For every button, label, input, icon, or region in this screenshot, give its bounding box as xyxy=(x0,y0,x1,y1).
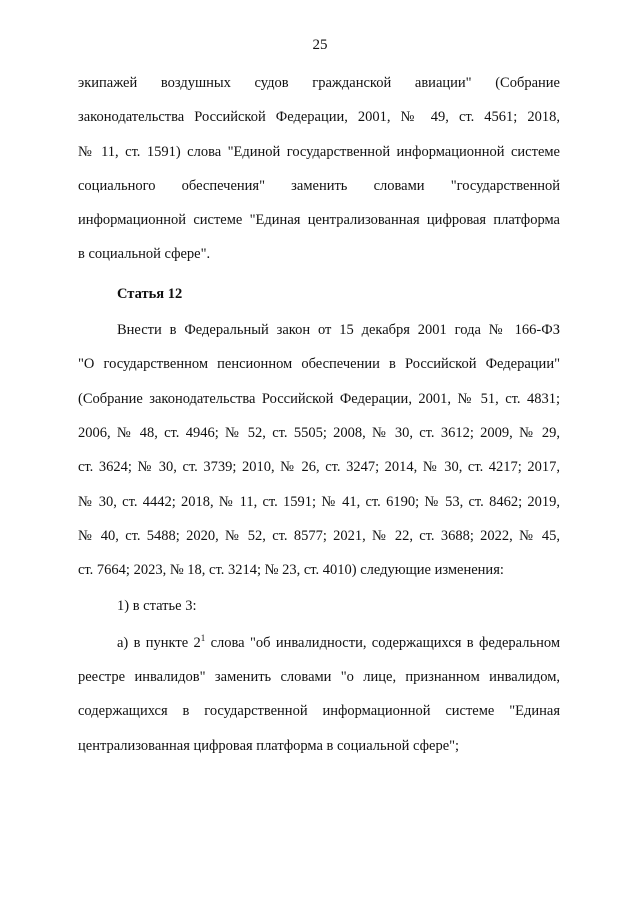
text-line: Внести в Федеральный закон от 15 декабря 2001 года № 166-ФЗ xyxy=(117,322,560,339)
text-line: "О государственном пенсионном обеспечении в Российской Федерации" xyxy=(78,356,560,373)
paragraph-continuation xyxy=(78,66,560,272)
text-line: содержащихся в государственной информационной системе "Единая xyxy=(78,703,560,720)
text-line: централизованная цифровая платформа в социальной сфере"; xyxy=(78,737,460,754)
text-line: 1) в статье 3: xyxy=(117,598,197,615)
text-line: № 30, ст. 4442; 2018, № 11, ст. 1591; № 41, ст. 6190; № 53, ст. 8462; 2019, xyxy=(78,493,560,510)
list-item-a xyxy=(78,626,560,763)
text-line: в социальной сфере". xyxy=(78,246,211,263)
text-line: законодательства Российской Федерации, 2001, № 49, ст. 4561; 2018, xyxy=(78,109,560,126)
text-line: экипажей воздушных судов гражданской авиации" (Собрание xyxy=(78,75,560,91)
superscript: 1 xyxy=(200,632,206,643)
text-fragment: а) в пункте 2 xyxy=(117,634,201,651)
page-number: 25 xyxy=(312,37,328,53)
text-line: № 40, ст. 5488; 2020, № 52, ст. 8577; 2021, № 22, ст. 3688; 2022, № 45, xyxy=(78,527,560,544)
paragraph-article-12 xyxy=(78,313,560,587)
text-line: социального обеспечения" заменить словами "государственной xyxy=(78,177,560,194)
document-body xyxy=(78,66,560,763)
text-line: информационной системе "Единая централизованная цифровая платформа xyxy=(78,212,560,229)
text-line: 2006, № 48, ст. 4946; № 52, ст. 5505; 2008, № 30, ст. 3612; 2009, № 29, xyxy=(78,424,560,441)
text-line xyxy=(78,626,560,660)
text-line: № 11, ст. 1591) слова "Единой государственной информационной системе xyxy=(78,143,560,160)
text-line: ст. 3624; № 30, ст. 3739; 2010, № 26, ст. 3247; 2014, № 30, ст. 4217; 2017, xyxy=(78,459,560,476)
article-heading: Статья 12 xyxy=(117,285,183,302)
text-line: (Собрание законодательства Российской Федерации, 2001, № 51, ст. 4831; xyxy=(78,390,560,407)
text-line: ст. 7664; 2023, № 18, ст. 3214; № 23, ст. 4010) следующие изменения: xyxy=(78,562,504,579)
list-item-1 xyxy=(78,589,560,623)
text-line: реестре инвалидов" заменить словами "о лице, признанном инвалидом, xyxy=(78,669,560,686)
text-fragment: слова "об инвалидности, содержащихся в федеральном xyxy=(205,634,560,651)
